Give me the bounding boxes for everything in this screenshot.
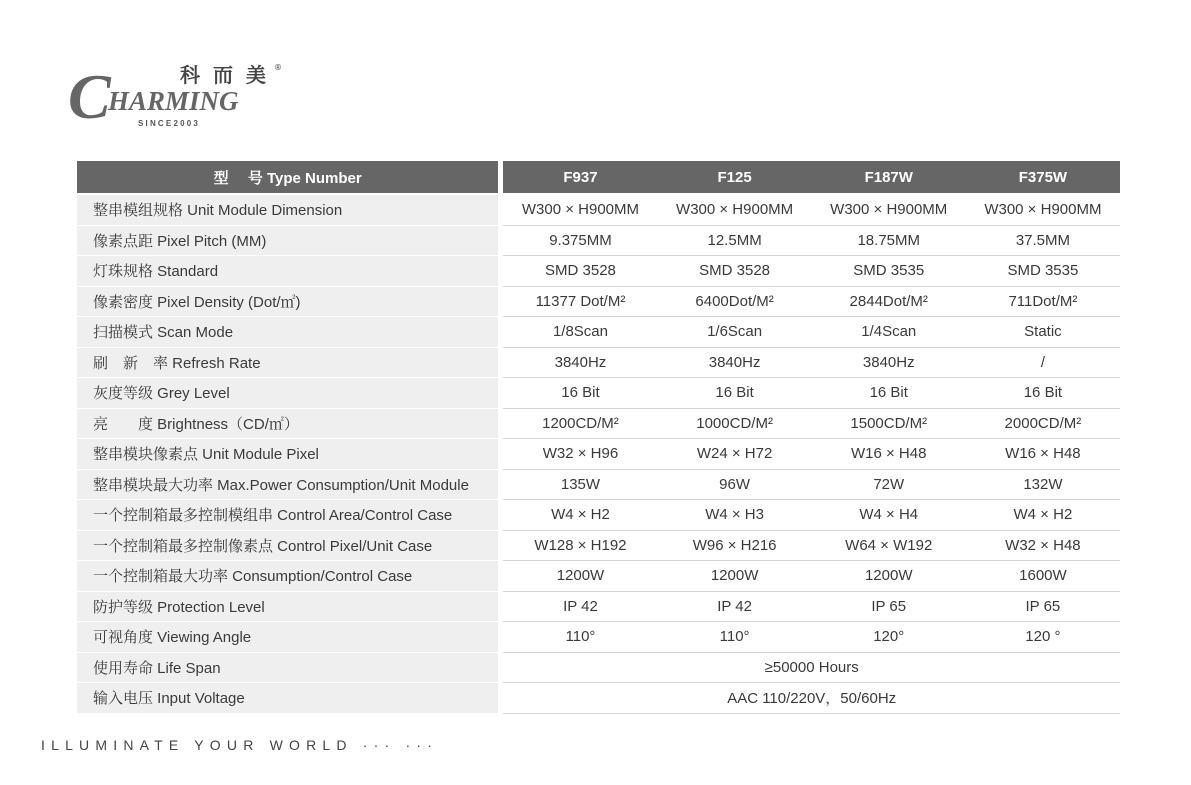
- spec-value: W128 × H192: [503, 531, 657, 562]
- spec-value: 37.5MM: [966, 226, 1120, 257]
- spec-label: 一个控制箱最大功率 Consumption/Control Case: [77, 561, 498, 592]
- header-model: F187W: [812, 161, 966, 195]
- header-type-number: 型 号 Type Number: [77, 161, 498, 195]
- table-row-voltage: [77, 683, 1120, 714]
- spec-label: 灰度等级 Grey Level: [77, 378, 498, 409]
- logo-chinese-text: 科 而 美: [180, 63, 269, 87]
- spec-value: 3840Hz: [812, 348, 966, 379]
- spec-value: W300 × H900MM: [658, 195, 812, 226]
- table-row: [77, 439, 1120, 470]
- spec-label: 像素点距 Pixel Pitch (MM): [77, 226, 498, 257]
- registered-mark: ®: [274, 63, 282, 72]
- footer-tagline: ILLUMINATE YOUR WORLD ··· ···: [41, 737, 439, 753]
- spec-value: W32 × H48: [966, 531, 1120, 562]
- spec-label: 刷 新 率 Refresh Rate: [77, 348, 498, 379]
- spec-value: 1/8Scan: [503, 317, 657, 348]
- spec-value: 16 Bit: [812, 378, 966, 409]
- spec-label: 使用寿命 Life Span: [77, 653, 498, 684]
- spec-value: 1/4Scan: [812, 317, 966, 348]
- table-row: [77, 531, 1120, 562]
- table-row: [77, 317, 1120, 348]
- spec-label: 亮 度 Brightness（CD/㎡）: [77, 409, 498, 440]
- spec-value: W96 × H216: [658, 531, 812, 562]
- spec-label: 灯珠规格 Standard: [77, 256, 498, 287]
- charming-logo-graphic: [68, 60, 288, 130]
- spec-label: 整串模块最大功率 Max.Power Consumption/Unit Module: [77, 470, 498, 501]
- spec-label: 整串模组规格 Unit Module Dimension: [77, 195, 498, 226]
- spec-value: 1200W: [503, 561, 657, 592]
- table-row: [77, 500, 1120, 531]
- spec-value: 120 °: [966, 622, 1120, 653]
- spec-value: 96W: [658, 470, 812, 501]
- table-row: [77, 348, 1120, 379]
- spec-table: [77, 161, 1120, 714]
- spec-value: W4 × H3: [658, 500, 812, 531]
- spec-label: 一个控制箱最多控制像素点 Control Pixel/Unit Case: [77, 531, 498, 562]
- spec-value: IP 42: [658, 592, 812, 623]
- table-row: [77, 195, 1120, 226]
- spec-value: W64 × W192: [812, 531, 966, 562]
- spec-value: 16 Bit: [966, 378, 1120, 409]
- spec-value: 12.5MM: [658, 226, 812, 257]
- spec-value: 110°: [503, 622, 657, 653]
- spec-value: 6400Dot/M²: [658, 287, 812, 318]
- spec-value: 9.375MM: [503, 226, 657, 257]
- table-row: [77, 622, 1120, 653]
- spec-label: 扫描模式 Scan Mode: [77, 317, 498, 348]
- spec-value: 1/6Scan: [658, 317, 812, 348]
- spec-value-merged: AAC 110/220V，50/60Hz: [503, 683, 1120, 714]
- spec-value: SMD 3535: [966, 256, 1120, 287]
- table-row: [77, 409, 1120, 440]
- table-header-row: [77, 161, 1120, 195]
- spec-value: 1200CD/M²: [503, 409, 657, 440]
- spec-value: W4 × H2: [503, 500, 657, 531]
- table-row: [77, 592, 1120, 623]
- spec-value: 18.75MM: [812, 226, 966, 257]
- spec-value: 11377 Dot/M²: [503, 287, 657, 318]
- spec-value: 1500CD/M²: [812, 409, 966, 440]
- logo-initial-c: C: [68, 61, 111, 132]
- spec-label: 可视角度 Viewing Angle: [77, 622, 498, 653]
- spec-value: 711Dot/M²: [966, 287, 1120, 318]
- spec-value: 1200W: [812, 561, 966, 592]
- table-row-lifespan: [77, 653, 1120, 684]
- spec-label: 输入电压 Input Voltage: [77, 683, 498, 714]
- spec-value: SMD 3535: [812, 256, 966, 287]
- spec-label: 防护等级 Protection Level: [77, 592, 498, 623]
- spec-value-merged: ≥50000 Hours: [503, 653, 1120, 684]
- brand-logo: [68, 60, 288, 130]
- spec-value: SMD 3528: [658, 256, 812, 287]
- spec-value: 1600W: [966, 561, 1120, 592]
- spec-value: W24 × H72: [658, 439, 812, 470]
- spec-value: 16 Bit: [658, 378, 812, 409]
- spec-value: Static: [966, 317, 1120, 348]
- spec-value: 2844Dot/M²: [812, 287, 966, 318]
- spec-value: IP 65: [966, 592, 1120, 623]
- spec-value: W16 × H48: [966, 439, 1120, 470]
- spec-value: 72W: [812, 470, 966, 501]
- spec-value: SMD 3528: [503, 256, 657, 287]
- spec-value: W4 × H4: [812, 500, 966, 531]
- spec-value: 16 Bit: [503, 378, 657, 409]
- logo-wordmark: HARMING: [108, 86, 239, 116]
- spec-value: 135W: [503, 470, 657, 501]
- table-body: [77, 195, 1120, 714]
- header-model: F937: [503, 161, 657, 195]
- table-row: [77, 378, 1120, 409]
- spec-value: 110°: [658, 622, 812, 653]
- spec-value: W4 × H2: [966, 500, 1120, 531]
- spec-value: 120°: [812, 622, 966, 653]
- spec-value: IP 65: [812, 592, 966, 623]
- spec-value: IP 42: [503, 592, 657, 623]
- spec-value: 1200W: [658, 561, 812, 592]
- spec-value: W300 × H900MM: [966, 195, 1120, 226]
- table-row: [77, 470, 1120, 501]
- spec-value: 1000CD/M²: [658, 409, 812, 440]
- spec-label: 像素密度 Pixel Density (Dot/㎡): [77, 287, 498, 318]
- spec-value: 3840Hz: [658, 348, 812, 379]
- logo-since-text: SINCE2003: [138, 119, 201, 128]
- spec-value: 3840Hz: [503, 348, 657, 379]
- spec-label: 整串模块像素点 Unit Module Pixel: [77, 439, 498, 470]
- table-row: [77, 287, 1120, 318]
- table-row: [77, 226, 1120, 257]
- spec-value: /: [966, 348, 1120, 379]
- spec-value: W300 × H900MM: [812, 195, 966, 226]
- spec-value: W32 × H96: [503, 439, 657, 470]
- table-row: [77, 561, 1120, 592]
- header-model: F375W: [966, 161, 1120, 195]
- table-row: [77, 256, 1120, 287]
- spec-value: W16 × H48: [812, 439, 966, 470]
- spec-label: 一个控制箱最多控制模组串 Control Area/Control Case: [77, 500, 498, 531]
- spec-value: 132W: [966, 470, 1120, 501]
- spec-value: W300 × H900MM: [503, 195, 657, 226]
- spec-value: 2000CD/M²: [966, 409, 1120, 440]
- header-model: F125: [658, 161, 812, 195]
